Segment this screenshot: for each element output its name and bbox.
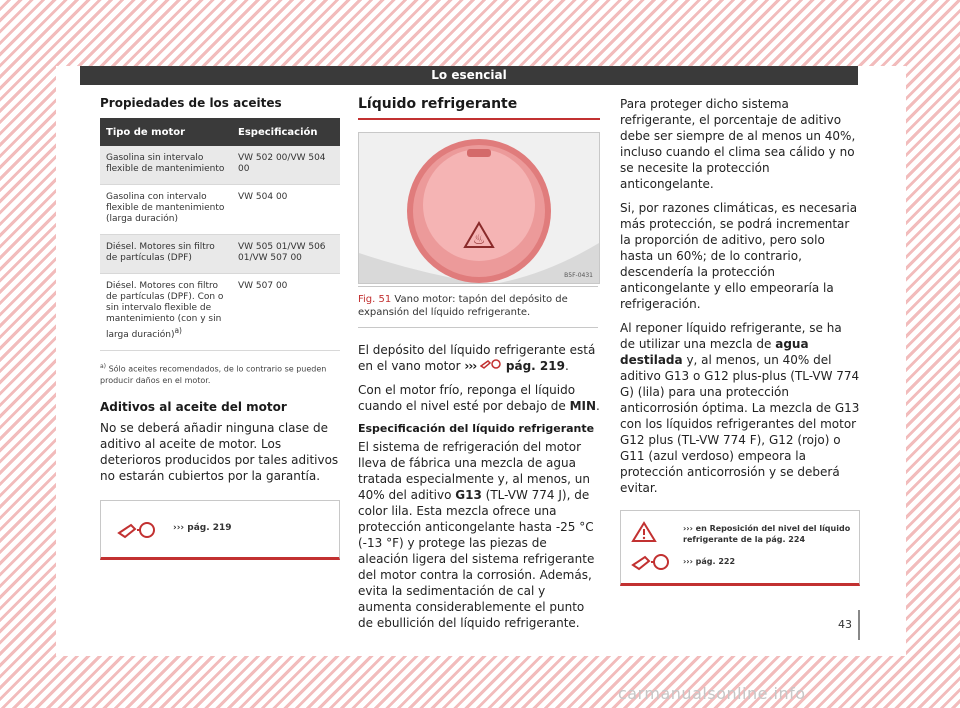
text-run: (TL-VW 774 J), de color lila. Esta mezcla ofrece una protección anticongelante hasta -25 °C (-13 °F) y protege las piezas de aleación ligera del sistema refrigerante del motor contra la corrosión. Además, evita la sedimentación de cal y aumenta considerablemente el punto de ebullición del líquido refrigerante. [358, 488, 595, 630]
figure-caption-text: Vano motor: tapón del depósito de expansión del líquido refrigerante. [358, 294, 568, 318]
additives-title: Aditivos al aceite del motor [100, 399, 287, 414]
text-run: y, al menos, un 40% del aditivo G13 o G12 plus-plus (TL-VW 774 G) (lila) para una protección anticorrosión óptima. La mezcla de G13 con los líquidos refrigerantes del motor G12 plus (TL-VW 774 F), G12 (rojo) o G11 (azul verdoso) empeora la protección anticorrosión y se deberá evitar. [620, 353, 860, 495]
bold-distilled-water: agua destilada [620, 337, 809, 367]
tool-page-link[interactable]: ››› pág. 219 [173, 522, 232, 533]
text-run: . [596, 399, 600, 413]
figure-label: Fig. 51 [358, 294, 392, 305]
figure-caption [358, 286, 598, 328]
tools-icon [480, 359, 506, 373]
table-row [100, 146, 340, 185]
bold-additive: G13 [455, 488, 482, 502]
oil-properties-title: Propiedades de los aceites [100, 96, 282, 110]
text-run: Con el motor frío, reponga el líquido cuando el nivel esté por debajo de [358, 383, 576, 413]
table-cell: VW 505 01/VW 506 01/VW 507 00 [232, 235, 340, 274]
chevron-reference: ››› [464, 359, 477, 373]
oil-spec-table [100, 118, 340, 351]
right-paragraph-2: Si, por razones climáticas, es necesaria más protección, se podrá incrementar la proporción de aditivo, pero solo hasta un 60%; de lo contrario, descendería la protección anticongelante y ello empeoraría la refrigeración. [620, 201, 858, 311]
right-paragraph-1: Para proteger dicho sistema refrigerante, el porcentaje de aditivo debe ser siempre de al menos un 40%, incluso cuando el clima sea cálido y no se necesite la protección anticongelante. [620, 97, 856, 191]
right-paragraph-3 [620, 320, 860, 496]
table-header-row [100, 118, 340, 146]
text-run: El depósito del líquido refrigerante está en el vano motor [358, 343, 596, 373]
table-cell: Diésel. Motores sin filtro de partículas (DPF) [100, 235, 232, 274]
footnote-text: Sólo aceites recomendados, de lo contrario se pueden producir daños en el motor. [100, 364, 327, 385]
text-run: El sistema de refrigeración del motor lleva de fábrica una mezcla de agua tratada especialmente y, al menos, un 40% del aditivo [358, 440, 591, 502]
page-link[interactable]: pág. 219 [505, 359, 565, 373]
warning-icon [631, 521, 657, 547]
coolant-cap-figure [358, 132, 600, 284]
page-number: 43 [838, 618, 852, 631]
tool-reference-box [100, 500, 340, 560]
additives-text: No se deberá añadir ninguna clase de aditivo al aceite de motor. Los deterioros producidos por tales aditivos no estarán cubiertos por la garantía. [100, 420, 339, 483]
coolant-paragraph-3 [358, 439, 600, 631]
footnote-marker: a) [174, 326, 182, 335]
table-cell: VW 504 00 [232, 185, 340, 235]
table-cell [100, 274, 232, 351]
figure-code: B5F-0431 [564, 272, 593, 279]
table-header-engine-type: Tipo de motor [100, 118, 232, 146]
page-number-bar [858, 610, 860, 640]
table-cell: Gasolina con intervalo flexible de mantenimiento (larga duración) [100, 185, 232, 235]
warning-page-link[interactable]: ››› en Reposición del nivel del líquido refrigerante de la pág. 224 [683, 524, 851, 544]
tools-icon [631, 551, 671, 577]
footnote-mark: a) [100, 363, 107, 370]
table-cell-text: Diésel. Motores con filtro de partículas (DPF). Con o sin intervalo flexible de mantenimiento (con y sin larga duración) [106, 281, 224, 340]
table-cell: Gasolina sin intervalo flexible de mantenimiento [100, 146, 232, 185]
tool-page-link[interactable]: ››› pág. 222 [683, 557, 736, 566]
table-cell: VW 507 00 [232, 274, 340, 351]
right-column [620, 96, 860, 586]
table-cell: VW 502 00/VW 504 00 [232, 146, 340, 185]
table-header-spec: Especificación [232, 118, 340, 146]
svg-text:♨: ♨ [472, 232, 486, 248]
warning-reference-box [620, 510, 860, 586]
coolant-paragraph-2 [358, 382, 600, 414]
coolant-cap-illustration [359, 133, 599, 283]
watermark: carmanualsonline.info [618, 684, 806, 703]
text-run: . [564, 359, 569, 373]
table-row [100, 185, 340, 235]
coolant-paragraph-1 [358, 342, 600, 374]
table-row [100, 235, 340, 274]
left-column [100, 96, 340, 560]
table-row [100, 274, 340, 351]
coolant-title: Líquido refrigerante [358, 96, 600, 120]
footnote [100, 361, 340, 386]
min-mark-icon: MIN [569, 399, 597, 413]
tools-icon [117, 519, 157, 545]
coolant-spec-title: Especificación del líquido refrigerante [358, 422, 595, 435]
text-run: Al reponer líquido refrigerante, se ha de utilizar una mezcla de [620, 321, 842, 351]
section-header: Lo esencial [80, 66, 858, 85]
middle-column [358, 96, 600, 639]
